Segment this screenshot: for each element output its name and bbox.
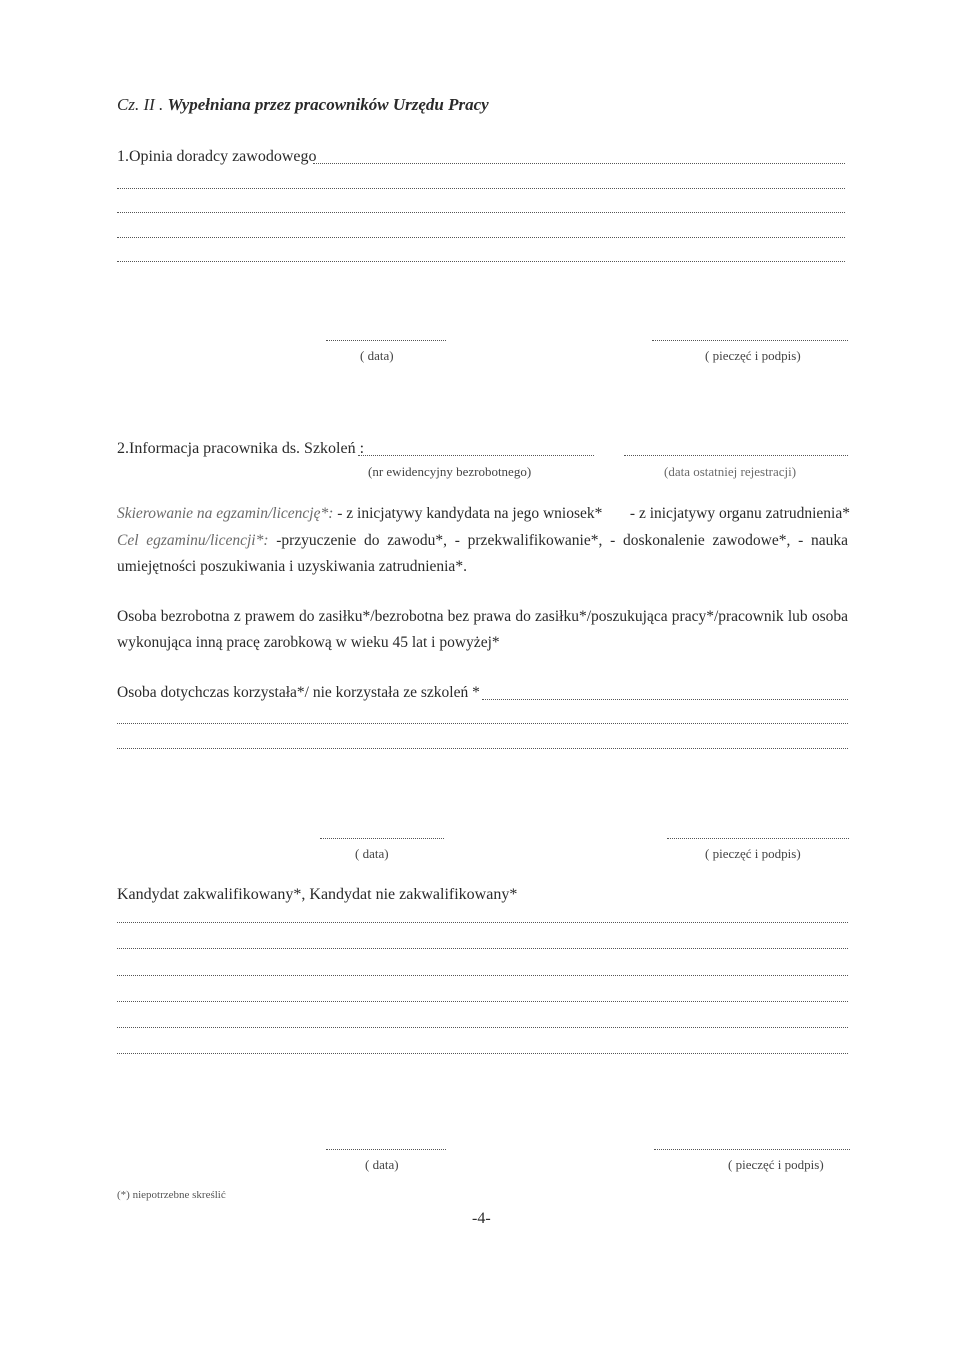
qualification-line-6[interactable]	[117, 1053, 848, 1054]
opinion-stamp-caption: ( pieczęć i podpis)	[705, 348, 801, 363]
qualification-line-4[interactable]	[117, 1001, 848, 1002]
qualification-line-2[interactable]	[117, 948, 848, 949]
goal-lead: Cel egzaminu/licencji*:	[117, 532, 269, 549]
registration-number-caption: (nr ewidencyjny bezrobotnego)	[368, 464, 532, 479]
qualification-line-3[interactable]	[117, 975, 848, 976]
opinion-stamp-line[interactable]	[652, 340, 848, 341]
qualification-date-caption: ( data)	[365, 1157, 399, 1172]
qualification-line-1[interactable]	[117, 922, 848, 923]
part-label: Cz. II .	[117, 95, 164, 114]
opinion-line-4[interactable]	[117, 237, 845, 238]
referral-line	[117, 505, 850, 523]
goal-options[interactable]: -przyuczenie do zawodu*, - przekwalifikowanie*, - doskonalenie zawodowe*, - nauka umiejętności poszukiwania i uzyskiwania zatrudnienia*.	[117, 532, 848, 575]
opinion-line-2[interactable]	[117, 188, 845, 189]
opinion-line-3[interactable]	[117, 212, 845, 213]
opinion-date-caption: ( data)	[360, 348, 394, 363]
qualification-stamp-caption: ( pieczęć i podpis)	[728, 1157, 824, 1172]
training-stamp-line[interactable]	[667, 838, 849, 839]
counselor-opinion-label: 1.Opinia doradcy zawodowego	[117, 148, 317, 165]
last-registration-caption: (data ostatniej rejestracji)	[664, 464, 797, 479]
goal-paragraph	[117, 528, 848, 580]
last-registration-line[interactable]	[624, 455, 848, 456]
registration-number-line[interactable]	[358, 455, 594, 456]
qualification-line-5[interactable]	[117, 1027, 848, 1028]
footnote: (*) niepotrzebne skreślić	[117, 1189, 226, 1201]
prior-training-line-1[interactable]	[482, 699, 848, 700]
training-stamp-caption: ( pieczęć i podpis)	[705, 846, 801, 861]
prior-training-line-2[interactable]	[117, 723, 848, 724]
prior-training-line-3[interactable]	[117, 748, 848, 749]
opinion-line-5[interactable]	[117, 261, 845, 262]
qualification-date-line[interactable]	[326, 1149, 446, 1150]
section-header	[117, 95, 489, 115]
referral-option-candidate[interactable]: - z inicjatywy kandydata na jego wniosek*	[337, 505, 603, 522]
referral-lead: Skierowanie na egzamin/licencję*:	[117, 505, 334, 522]
qualification-stamp-line[interactable]	[654, 1149, 850, 1150]
referral-option-employment-office[interactable]: - z inicjatywy organu zatrudnienia*	[629, 505, 850, 522]
page-number: -4-	[472, 1210, 491, 1227]
prior-training-label: Osoba dotychczas korzystała*/ nie korzystała ze szkoleń *	[117, 684, 480, 701]
training-date-line[interactable]	[320, 838, 444, 839]
opinion-line-1[interactable]	[313, 163, 845, 164]
training-officer-label: 2.Informacja pracownika ds. Szkoleń :	[117, 440, 365, 457]
qualification-label[interactable]: Kandydat zakwalifikowany*, Kandydat nie zakwalifikowany*	[117, 886, 518, 903]
status-paragraph[interactable]: Osoba bezrobotna z prawem do zasiłku*/bezrobotna bez prawa do zasiłku*/poszukująca pracy*/pracownik lub osoba wykonująca inną pracę zarobkową w wieku 45 lat i powyżej*	[117, 608, 848, 651]
training-date-caption: ( data)	[355, 846, 389, 861]
header-title: Wypełniana przez pracowników Urzędu Pracy	[167, 95, 489, 114]
opinion-date-line[interactable]	[326, 340, 446, 341]
